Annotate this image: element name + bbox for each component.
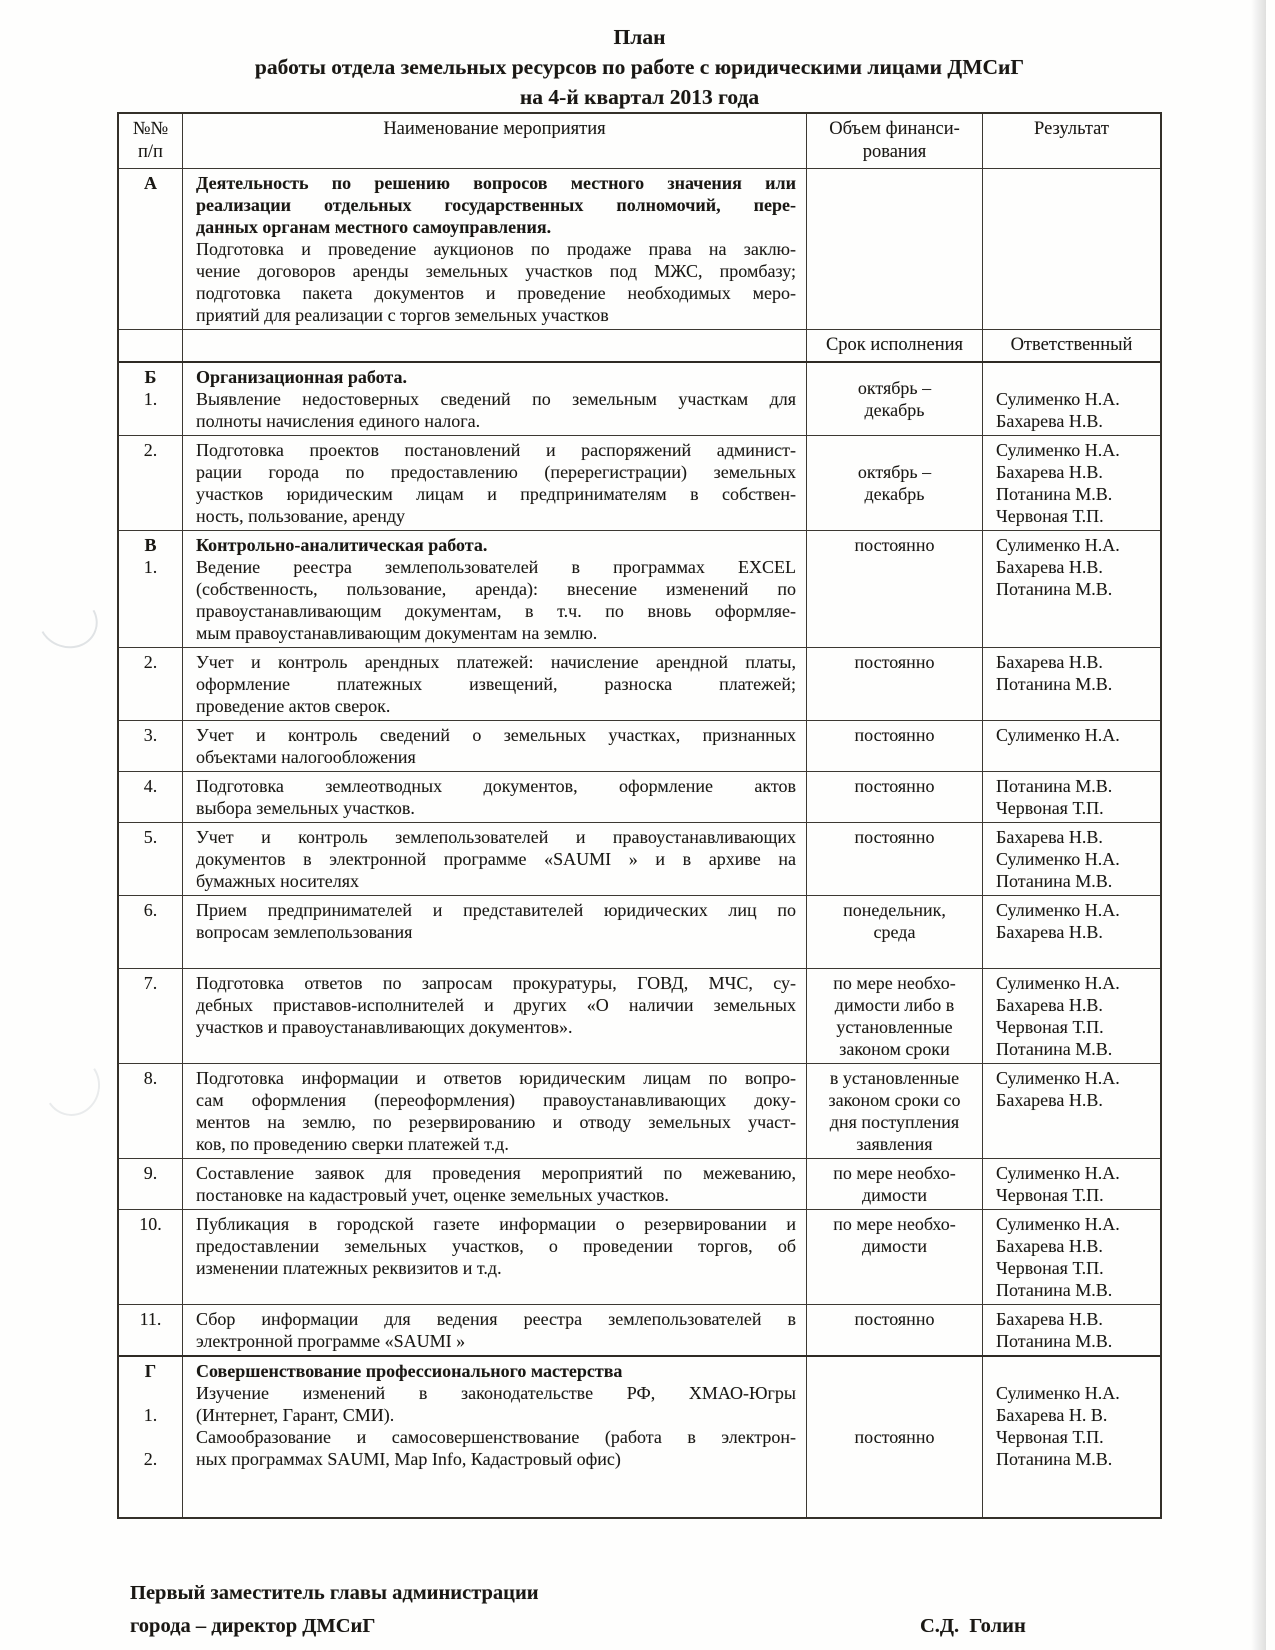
text-line: Червоная Т.П. — [996, 506, 1104, 526]
header-activity-cell: Наименование мероприятия — [183, 114, 807, 168]
activity-cell — [183, 169, 807, 329]
text-line: (собственность, пользование, аренда): внесение изменений по — [196, 579, 796, 599]
text-line: Сулименко Н.А. — [996, 1068, 1120, 1088]
text-line: постоянно — [854, 652, 935, 672]
text-line: Сбор информации для ведения реестра землепользователей в — [196, 1309, 796, 1329]
text-line: Сулименко Н.А. — [996, 389, 1120, 409]
text-line: Подготовка проектов постановлений и распоряжений админист- — [196, 440, 796, 460]
text-line: Сулименко Н.А. — [996, 900, 1120, 920]
text-line: Сулименко Н.А. — [996, 1383, 1120, 1403]
table-row — [119, 361, 1160, 435]
text-line — [196, 1038, 796, 1060]
schedule-cell — [807, 1305, 983, 1355]
text-line: по мере необхо- — [833, 1163, 956, 1183]
subheader-term-cell: Срок исполнения — [807, 330, 983, 361]
responsible-cell — [983, 436, 1160, 530]
plan-table — [117, 112, 1162, 1519]
schedule-cell — [807, 363, 983, 435]
text-line: Бахарева Н.В. — [996, 411, 1103, 431]
text-line: участков юридическим лицам и предпринимателям в собствен- — [196, 484, 796, 504]
schedule-cell — [807, 436, 983, 530]
text-line — [196, 1492, 796, 1514]
signer-role-line-1: Первый заместитель главы администрации — [130, 1582, 539, 1604]
text-line: заявления — [856, 1134, 933, 1154]
text-line: 1. — [143, 557, 158, 577]
activity-cell — [183, 648, 807, 720]
text-line: чение договоров аренды земельных участков под МЖС, промбазу; — [196, 261, 796, 281]
text-line: Червоная Т.П. — [996, 1185, 1104, 1205]
table-row — [119, 1209, 1160, 1304]
text-line: постоянно — [854, 827, 935, 847]
responsible-cell — [983, 1357, 1160, 1517]
row-number-cell — [119, 531, 183, 647]
text-line: Червоная Т.П. — [996, 1017, 1104, 1037]
activity-cell — [183, 721, 807, 771]
text-line: постоянно — [854, 725, 935, 745]
table-subheader-row — [119, 329, 1160, 361]
table-row — [119, 895, 1160, 968]
text-line: 5. — [143, 827, 158, 847]
responsible-cell — [983, 363, 1160, 435]
text-line: Бахарева Н.В. — [996, 1090, 1103, 1110]
text-line: Потанина М.В. — [996, 1331, 1113, 1351]
title-line-1: План — [613, 25, 666, 49]
text-line: 9. — [143, 1163, 158, 1183]
activity-cell — [183, 363, 807, 435]
responsible-cell — [983, 969, 1160, 1063]
text-line: Потанина М.В. — [996, 579, 1113, 599]
text-line: Потанина М.В. — [996, 1039, 1113, 1059]
text-line: Червоная Т.П. — [996, 798, 1104, 818]
text-line: Подготовка информации и ответов юридическим лицам по вопро- — [196, 1068, 796, 1088]
text-line: Сулименко Н.А. — [996, 725, 1120, 745]
text-line: димости — [861, 1236, 928, 1256]
text-line: Публикация в городской газете информации о резервировании и — [196, 1214, 796, 1234]
text-line: установленные — [836, 1017, 953, 1037]
text-line: Ведение реестра землепользователей в программах EXCEL — [196, 557, 796, 577]
text-line: 6. — [143, 900, 158, 920]
text-line: данных органам местного самоуправления. — [196, 217, 552, 237]
row-number-cell — [119, 772, 183, 822]
text-line: среда — [873, 922, 916, 942]
text-line: Потанина М.В. — [996, 1449, 1113, 1469]
text-line: 10. — [139, 1214, 162, 1234]
document-title — [117, 22, 1162, 112]
text-line: Прием предпринимателей и представителей юридических лиц по — [196, 900, 796, 920]
header-number-cell: №№ п/п — [119, 114, 183, 168]
responsible-cell — [983, 531, 1160, 647]
text-line: подготовка пакета документов и проведение необходимых меро- — [196, 283, 796, 303]
text-line: законом сроки со — [828, 1090, 961, 1110]
text-line: выбора земельных участков. — [196, 798, 415, 818]
text-line: Бахарева Н.В. — [996, 995, 1103, 1015]
text-line: Контрольно-аналитическая работа. — [196, 535, 488, 555]
subheader-number-cell — [119, 330, 183, 361]
text-line: Бахарева Н.В. — [996, 1309, 1103, 1329]
text-line: 1. — [143, 389, 158, 409]
text-line: постоянно — [854, 1309, 935, 1329]
schedule-cell — [807, 772, 983, 822]
title-line-2: работы отдела земельных ресурсов по работе с юридическими лицами ДМСиГ — [254, 55, 1025, 79]
text-line: Бахарева Н. В. — [996, 1405, 1108, 1425]
text-line: Организационная работа. — [196, 367, 407, 387]
text-line: дня поступления — [829, 1112, 960, 1132]
text-line: Выявление недостоверных сведений по земельным участкам для — [196, 389, 796, 409]
row-number-cell — [119, 363, 183, 435]
schedule-cell — [807, 896, 983, 968]
row-number-cell — [119, 721, 183, 771]
text-line: электронной программе «SAUMI » — [196, 1331, 466, 1351]
schedule-cell — [807, 1357, 983, 1517]
text-line: участков и правоустанавливающих документов». — [196, 1017, 573, 1037]
activity-cell — [183, 1210, 807, 1304]
text-line: А — [144, 173, 157, 193]
text-line: Самообразование и самосовершенствование (работа в электрон- — [196, 1427, 796, 1447]
text-line: вопросам землепользования — [196, 922, 413, 942]
text-line: Подготовка землеотводных документов, оформление актов — [196, 776, 796, 796]
text-line: 2. — [143, 652, 158, 672]
activity-cell — [183, 772, 807, 822]
text-line: (Интернет, Гарант, СМИ). — [196, 1405, 395, 1425]
text-line: декабрь — [864, 400, 925, 420]
text-line: Бахарева Н.В. — [996, 1236, 1103, 1256]
text-line: законом сроки — [839, 1039, 950, 1059]
text-line: правоустанавливающим документам, в т.ч. по вновь оформляе- — [196, 601, 796, 621]
text-line: 2. — [143, 440, 158, 460]
activity-cell — [183, 436, 807, 530]
text-line — [196, 943, 796, 965]
text-line: предоставлении земельных участков, о проведении торгов, об — [196, 1236, 796, 1256]
text-line: Учет и контроль арендных платежей: начисление арендной платы, — [196, 652, 796, 672]
table-row — [119, 720, 1160, 771]
row-number-cell — [119, 1064, 183, 1158]
responsible-cell — [983, 823, 1160, 895]
text-line: ментов на землю, по резервированию и отводу земельных участ- — [196, 1112, 796, 1132]
scan-artifact-mark — [31, 586, 105, 656]
scan-artifact-mark — [39, 1052, 105, 1121]
text-line: октябрь – — [857, 462, 932, 482]
row-number-cell — [119, 896, 183, 968]
activity-cell — [183, 969, 807, 1063]
text-line: полноты начисления единого налога. — [196, 411, 481, 431]
row-number-cell — [119, 1159, 183, 1209]
text-line: постоянно — [854, 776, 935, 796]
text-line — [196, 1279, 796, 1301]
table-row — [119, 647, 1160, 720]
table-row — [119, 530, 1160, 647]
table-row — [119, 1304, 1160, 1355]
text-line: Изучение изменений в законодательстве РФ, ХМАО-Югры — [196, 1383, 796, 1403]
text-line: Учет и контроль сведений о земельных участках, признанных — [196, 725, 796, 745]
activity-cell — [183, 896, 807, 968]
text-line: Потанина М.В. — [996, 484, 1113, 504]
row-number-cell — [119, 969, 183, 1063]
schedule-cell — [807, 823, 983, 895]
text-line: оформление платежных извещений, разноска платежей; — [196, 674, 796, 694]
schedule-cell — [807, 531, 983, 647]
text-line: по мере необхо- — [833, 1214, 956, 1234]
text-line: приятий для реализации с торгов земельных участков — [196, 305, 609, 325]
table-row — [119, 168, 1160, 329]
text-line: реализации отдельных государственных полномочий, пере- — [196, 195, 796, 215]
text-line: Подготовка и проведение аукционов по продаже права на заклю- — [196, 239, 796, 259]
text-line: мым правоустанавливающим документам на землю. — [196, 623, 598, 643]
table-row — [119, 1158, 1160, 1209]
text-line: Бахарева Н.В. — [996, 557, 1103, 577]
text-line: в установленные — [829, 1068, 960, 1088]
text-line: Бахарева Н.В. — [996, 827, 1103, 847]
text-line: 7. — [143, 973, 158, 993]
table-row — [119, 435, 1160, 530]
text-line: дебных приставов-исполнителей и других «О наличии земельных — [196, 995, 796, 1015]
activity-cell — [183, 1357, 807, 1517]
text-line: Потанина М.В. — [996, 776, 1113, 796]
row-number-cell — [119, 1305, 183, 1355]
text-line: по мере необхо- — [833, 973, 956, 993]
schedule-cell — [807, 169, 983, 329]
text-line: 3. — [143, 725, 158, 745]
text-line: В — [144, 535, 157, 555]
text-line: Учет и контроль землепользователей и правоустанавливающих — [196, 827, 796, 847]
table-row — [119, 968, 1160, 1063]
text-line: октябрь – — [857, 378, 932, 398]
text-line: димости либо в — [834, 995, 955, 1015]
text-line — [996, 1360, 1156, 1382]
text-line: декабрь — [864, 484, 925, 504]
text-line: Бахарева Н.В. — [996, 652, 1103, 672]
text-line: Червоная Т.П. — [996, 1258, 1104, 1278]
text-line: постоянно — [854, 1427, 935, 1447]
row-number-cell — [119, 436, 183, 530]
text-line: понедельник, — [843, 900, 946, 920]
table-header-row — [119, 114, 1160, 168]
text-line: Потанина М.В. — [996, 1280, 1113, 1300]
text-line: Сулименко Н.А. — [996, 440, 1120, 460]
text-line: Сулименко Н.А. — [996, 1163, 1120, 1183]
responsible-cell — [983, 648, 1160, 720]
text-line: Потанина М.В. — [996, 674, 1113, 694]
text-line: Деятельность по решению вопросов местного значения или — [196, 173, 796, 193]
row-number-cell — [119, 169, 183, 329]
text-line: Червоная Т.П. — [996, 1427, 1104, 1447]
text-line: 8. — [143, 1068, 158, 1088]
text-line: Б — [144, 367, 157, 387]
schedule-cell — [807, 721, 983, 771]
schedule-cell — [807, 1159, 983, 1209]
text-line: рации города по предоставлению (перерегистрации) земельных — [196, 462, 796, 482]
text-line: объектами налогообложения — [196, 747, 416, 767]
text-line: 1. — [143, 1405, 158, 1425]
text-line: Бахарева Н.В. — [996, 462, 1103, 482]
text-line: 4. — [143, 776, 158, 796]
signer-role-line-2: города – директор ДМСиГ — [130, 1615, 376, 1637]
subheader-responsible-cell: Ответственный — [1010, 335, 1133, 355]
responsible-cell — [983, 1305, 1160, 1355]
text-line: Бахарева Н.В. — [996, 922, 1103, 942]
activity-cell — [183, 1159, 807, 1209]
responsible-cell — [983, 896, 1160, 968]
text-line: Сулименко Н.А. — [996, 1214, 1120, 1234]
table-row — [119, 1355, 1160, 1517]
text-line: ность, пользование, аренду — [196, 506, 406, 526]
text-line: изменении платежных реквизитов и т.д. — [196, 1258, 502, 1278]
text-line: Сулименко Н.А. — [996, 535, 1120, 555]
responsible-cell — [983, 1210, 1160, 1304]
header-funding-cell: Объем финанси- рования — [807, 114, 983, 168]
row-number-cell — [119, 648, 183, 720]
text-line: Составление заявок для проведения мероприятий по межеванию, — [196, 1163, 796, 1183]
title-line-3: на 4-й квартал 2013 года — [519, 85, 760, 109]
text-line: Сулименко Н.А. — [996, 973, 1120, 993]
activity-cell — [183, 531, 807, 647]
text-line: ков, по проведению сверки платежей т.д. — [196, 1134, 509, 1154]
schedule-cell — [807, 648, 983, 720]
text-line: Потанина М.В. — [996, 871, 1113, 891]
text-line: ных программах SAUMI, Map Info, Кадастровый офис) — [196, 1449, 621, 1469]
subheader-activity-cell — [183, 330, 807, 361]
text-line — [123, 1382, 178, 1404]
responsible-cell — [983, 169, 1160, 329]
responsible-cell — [983, 1064, 1160, 1158]
schedule-cell — [807, 1210, 983, 1304]
text-line — [196, 1470, 796, 1492]
scan-edge-shadow — [1251, 0, 1266, 1650]
text-line: Подготовка ответов по запросам прокуратуры, ГОВД, МЧС, су- — [196, 973, 796, 993]
signer-name: С.Д. Голин — [920, 1615, 1026, 1637]
text-line: проведение актов сверок. — [196, 696, 391, 716]
schedule-cell — [807, 969, 983, 1063]
text-line: Г — [144, 1361, 157, 1381]
text-line: постоянно — [854, 535, 935, 555]
text-line: Совершенствование профессионального мастерства — [196, 1361, 623, 1381]
activity-cell — [183, 1305, 807, 1355]
table-row — [119, 1063, 1160, 1158]
responsible-cell — [983, 1159, 1160, 1209]
text-line: бумажных носителях — [196, 871, 359, 891]
text-line: сам оформления (переоформления) правоустанавливающих доку- — [196, 1090, 796, 1110]
row-number-cell — [119, 823, 183, 895]
text-line: 11. — [139, 1309, 162, 1329]
text-line — [996, 366, 1156, 388]
table-row — [119, 771, 1160, 822]
row-number-cell — [119, 1210, 183, 1304]
text-line — [123, 1426, 178, 1448]
signature-block — [130, 1577, 1175, 1643]
text-line: димости — [861, 1185, 928, 1205]
text-line: Сулименко Н.А. — [996, 849, 1120, 869]
responsible-cell — [983, 721, 1160, 771]
activity-cell — [183, 1064, 807, 1158]
activity-cell — [183, 823, 807, 895]
text-line: 2. — [143, 1449, 158, 1469]
header-result-cell: Результат — [1034, 119, 1109, 139]
text-line: постановке на кадастровый учет, оценке земельных участков. — [196, 1185, 669, 1205]
table-row — [119, 822, 1160, 895]
responsible-cell — [983, 772, 1160, 822]
text-line: документов в электронной программе «SAUMI » и в архиве на — [196, 849, 796, 869]
row-number-cell — [119, 1357, 183, 1517]
schedule-cell — [807, 1064, 983, 1158]
